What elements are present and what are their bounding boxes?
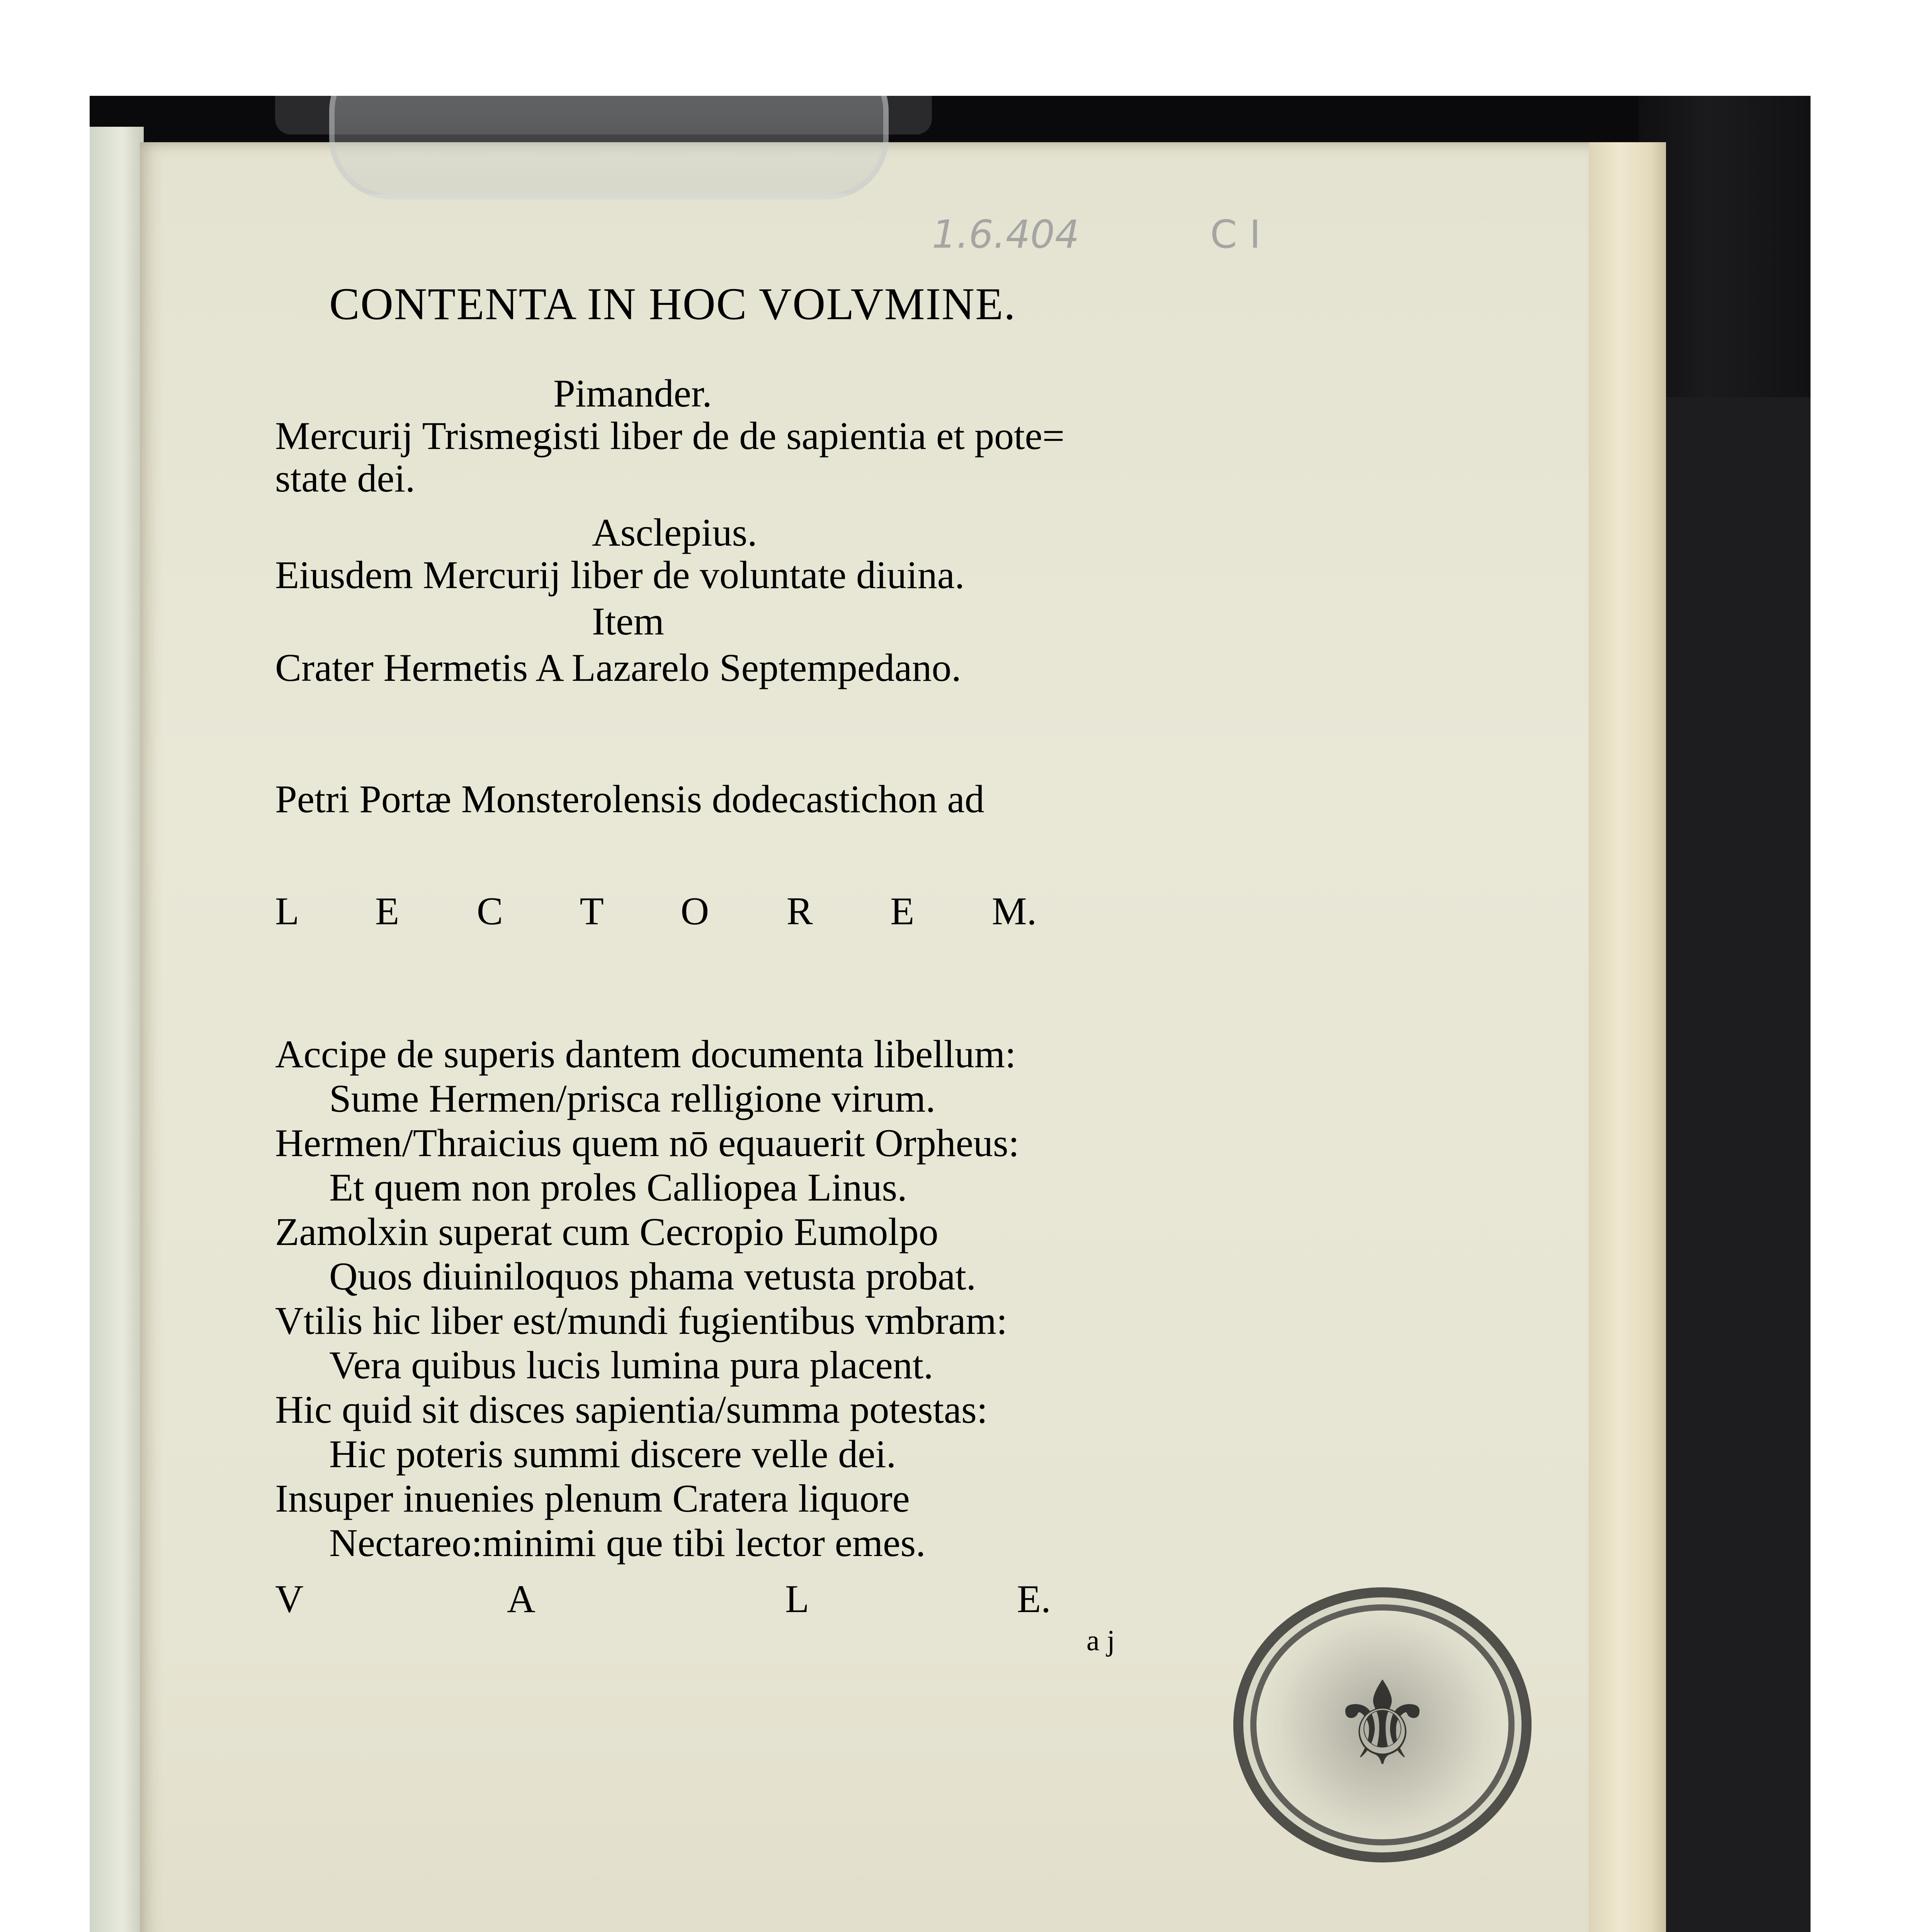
scanner-cloth-panel <box>1658 397 1811 1932</box>
poem-line: Insuper inuenies plenum Cratera liquore <box>275 1477 910 1520</box>
contents-line: Item <box>592 600 664 643</box>
dedication-line: Petri Portæ Monsterolensis dodecastichon ad <box>275 777 984 821</box>
vale-letter: A <box>507 1577 536 1621</box>
lectorem-heading: L E C T O R E M. <box>275 889 1037 933</box>
poem-line: Vtilis hic liber est/mundi fugientibus vmbram: <box>275 1299 1008 1343</box>
shelfmark: 1.6.404 <box>932 212 1080 257</box>
vale-letter: L <box>785 1577 809 1621</box>
vale-letter: E. <box>1017 1577 1051 1621</box>
poem-line: Nectareo:minimi que tibi lector emes. <box>329 1521 926 1565</box>
contents-line: Pimander. <box>553 372 712 415</box>
book-binding-edge <box>90 127 144 1932</box>
page-title: CONTENTA IN HOC VOLVMINE. <box>329 279 1016 329</box>
page-clamp-top <box>329 96 889 199</box>
scan-photo <box>90 96 1811 1932</box>
poem-line: Et quem non proles Calliopea Linus. <box>329 1166 907 1209</box>
poem-line: Hic quid sit disces sapientia/summa potestas: <box>275 1388 988 1432</box>
poem-line: Quos diuiniloquos phama vetusta probat. <box>329 1255 976 1298</box>
poem-line: Sume Hermen/prisca relligione virum. <box>329 1077 936 1121</box>
vale-letter: V <box>275 1577 304 1621</box>
poem-line: Accipe de superis dantem documenta libellum: <box>275 1032 1016 1076</box>
poem-line: Vera quibus lucis lumina pura placent. <box>329 1344 933 1387</box>
contents-line: Crater Hermetis A Lazarelo Septempedano. <box>275 646 961 690</box>
contents-line: Asclepius. <box>592 511 757 554</box>
folio-mark: C I <box>1210 212 1261 257</box>
contents-line: Mercurij Trismegisti liber de de sapientia et pote= <box>275 414 1065 458</box>
poem-line: Hic poteris summi discere velle dei. <box>329 1432 896 1476</box>
poem-line: Zamolxin superat cum Cecropio Eumolpo <box>275 1210 938 1254</box>
library-stamp <box>1233 1587 1532 1862</box>
page-fold <box>1589 142 1666 1932</box>
contents-line: Eiusdem Mercurij liber de voluntate diuina. <box>275 553 965 597</box>
poem-line: Hermen/Thraicius quem nō equauerit Orpheus: <box>275 1121 1020 1165</box>
fleur-de-lis-icon: ⚜ <box>1330 1661 1435 1789</box>
contents-line: state dei. <box>275 457 415 500</box>
signature-mark: a j <box>1086 1624 1115 1657</box>
